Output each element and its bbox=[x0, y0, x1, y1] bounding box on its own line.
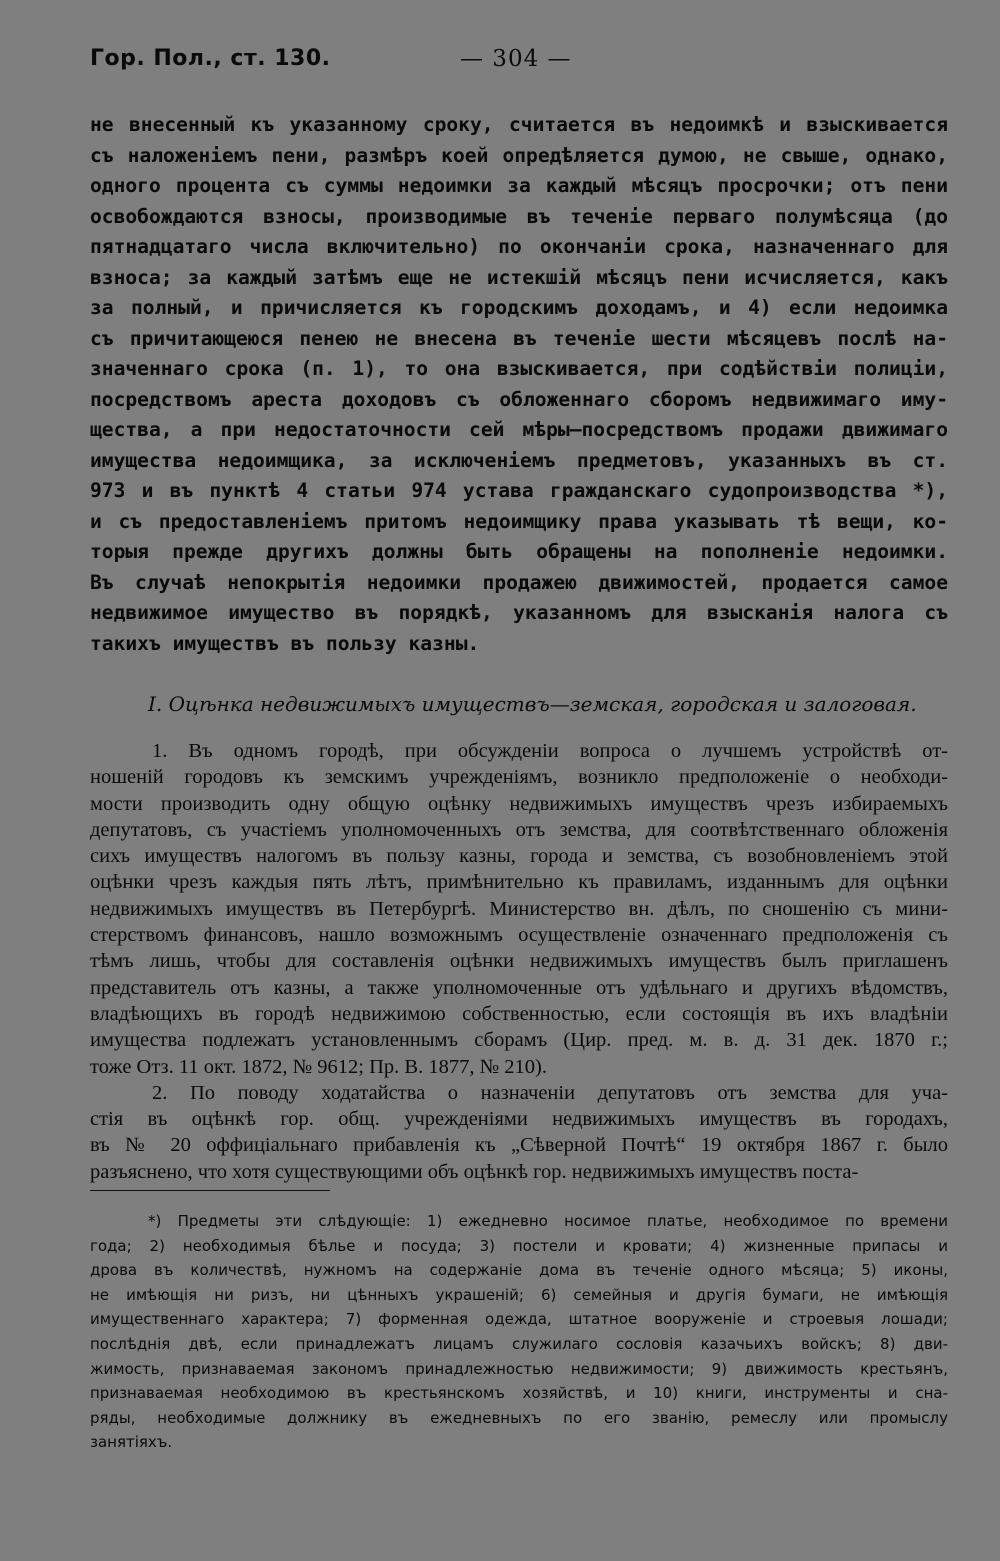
text-line: представитель отъ казны, а также уполномоченные отъ удѣльнаго и другихъ вѣдомствъ, bbox=[90, 976, 948, 999]
section-title: I. Оцѣнка недвижимыхъ имуществъ—земская, городская и залоговая. bbox=[148, 692, 917, 716]
text-line: такихъ имуществъ въ пользу казны. bbox=[90, 631, 480, 655]
text-line: съ причитающеюся пенею не внесена въ теченiе шести мѣсяцевъ послѣ на- bbox=[90, 326, 948, 350]
text-line: сихъ имуществъ налогомъ въ пользу казны, города и земства, съ возобновленiемъ этой bbox=[90, 845, 948, 868]
text-line: разъяснено, что хотя существующими объ оцѣнкѣ гор. недвижимыхъ имуществъ поста- bbox=[90, 1160, 859, 1183]
text-line: одного процента съ суммы недоимки за каждый мѣсяцъ просрочки; отъ пени bbox=[90, 174, 948, 197]
text-line: освобождаются взносы, производимые въ теченiе перваго полумѣсяца (до bbox=[90, 204, 948, 228]
text-line: стерствомъ финансовъ, нашло возможнымъ осуществленiе означеннаго предположенiя съ bbox=[90, 924, 948, 947]
text-line: 1. Въ одномъ городѣ, при обсужденiи вопроса о лучшемъ устройствѣ от- bbox=[152, 740, 948, 762]
text-line: депутатовъ, съ участiемъ уполномоченныхъ отъ земства, для соотвѣтственнаго обложенiя bbox=[90, 818, 948, 841]
text-line: послѣднiя двѣ, если принадлежатъ лицамъ служилаго сословiя казачьихъ войскъ; 8) дви- bbox=[90, 1334, 948, 1353]
text-line: недвижимое имущество въ порядкѣ, указанномъ для взысканiя налога съ bbox=[90, 601, 948, 624]
text-line: 2. По поводу ходатайства о назначенiи депутатовъ отъ земства для уча- bbox=[152, 1081, 948, 1104]
text-line: и съ предоставленiемъ притомъ недоимщику права указывать тѣ вещи, ко- bbox=[90, 509, 948, 533]
text-line: владѣющихъ въ городѣ недвижимою собственностью, если состоящiя въ ихъ владѣнiи bbox=[90, 1002, 948, 1025]
text-line: 973 и въ пунктѣ 4 статьи 974 устава гражданскаго судопроизводства *), bbox=[90, 479, 948, 502]
text-line: ряды, необходимые должнику въ ежедневныхъ по его званiю, ремеслу или промыслу bbox=[90, 1408, 948, 1427]
text-line: дрова въ количествѣ, нужномъ на содержанiе дома въ теченiе одного мѣсяца; 5) иконы, bbox=[90, 1261, 948, 1280]
page-number: — 304 — bbox=[460, 46, 572, 72]
text-line: не имѣющiя ни ризъ, ни цѣнныхъ украшенiй; 6) семейныя и другiя бумаги, не имѣющiя bbox=[90, 1285, 948, 1304]
text-line: мости производить одну общую оцѣнку недвижимыхъ имуществъ чрезъ избираемыхъ bbox=[90, 792, 948, 815]
text-line: тѣмъ лишь, чтобы для составленiя оцѣнки недвижимыхъ имуществъ былъ приглашенъ bbox=[90, 950, 948, 973]
text-line: занятiяхъ. bbox=[90, 1433, 173, 1452]
text-line: года; 2) необходимыя бѣлье и посуда; 3) постели и кровати; 4) жизненные припасы и bbox=[90, 1236, 948, 1255]
text-line: ношенiй городовъ къ земскимъ учрежденiямъ, возникло предположенiе о необходи- bbox=[90, 766, 948, 789]
page-header bbox=[90, 42, 945, 82]
text-line: имущества подлежатъ установленнымъ сборамъ (Цир. пред. м. в. д. 31 дек. 1870 г.; bbox=[90, 1029, 948, 1052]
text-line: въ № 20 оффицiальнаго прибавленiя къ „Сѣверной Почтѣ“ 19 октября 1867 г. было bbox=[90, 1134, 948, 1157]
text-line: стiя въ оцѣнкѣ гор. общ. учрежденiями недвижимыхъ имуществъ въ городахъ, bbox=[90, 1108, 948, 1131]
footnote-divider bbox=[90, 1190, 330, 1191]
running-head: Гор. Пол., ст. 130. bbox=[90, 46, 331, 71]
text-line: взноса; за каждый затѣмъ еще не истекшiй мѣсяцъ пени исчисляется, какъ bbox=[90, 265, 948, 289]
text-line: признаваемая необходимою въ крестьянскомъ хозяйствѣ, и 10) книги, инструменты и сна- bbox=[90, 1384, 948, 1403]
text-line: имущества недоимщика, за исключенiемъ предметовъ, указанныхъ въ ст. bbox=[90, 448, 948, 472]
text-line: за полный, и причисляется къ городскимъ доходамъ, и 4) если недоимка bbox=[90, 296, 948, 319]
text-line: недвижимыхъ имуществъ въ Петербургѣ. Министерство вн. дѣлъ, по сношенiю съ мини- bbox=[90, 897, 948, 920]
text-line: не внесенный къ указанному сроку, считается въ недоимкѣ и взыскивается bbox=[90, 113, 948, 136]
text-line: торыя прежде другихъ должны быть обращены на пополненiе недоимки. bbox=[90, 540, 948, 563]
text-line: *) Предметы эти слѣдующiе: 1) ежедневно носимое платье, необходимое по времени bbox=[148, 1212, 948, 1230]
text-line: пятнадцатаго числа включительно) по окончанiи срока, назначеннаго для bbox=[90, 235, 948, 258]
text-line: значеннаго срока (п. 1), то она взыскивается, при содѣйствiи полицiи, bbox=[90, 357, 948, 380]
text-line: жимость, признаваемая закономъ принадлежностью недвижимости; 9) движимость крестьянъ, bbox=[90, 1359, 948, 1378]
text-line: щества, а при недостаточности сей мѣры—посредствомъ продажи движимаго bbox=[90, 418, 948, 441]
text-line: съ наложенiемъ пени, размѣръ коей опредѣляется думою, не свыше, однако, bbox=[90, 143, 948, 167]
footnote bbox=[90, 1209, 948, 1455]
main-text bbox=[90, 110, 948, 659]
text-line: посредствомъ ареста доходовъ съ обложеннаго сборомъ недвижимаго иму- bbox=[90, 387, 948, 411]
text-line: имущественнаго характера; 7) форменная одежда, штатное вооруженiе и строевыя лошади; bbox=[90, 1310, 948, 1329]
commentary-text bbox=[90, 738, 948, 1185]
text-line: Въ случаѣ непокрытiя недоимки продажею движимостей, продается самое bbox=[90, 570, 948, 594]
text-line: тоже Отз. 11 окт. 1872, № 9612; Пр. В. 1877, № 210). bbox=[90, 1055, 547, 1078]
text-line: оцѣнки чрезъ каждыя пять лѣтъ, примѣнительно къ правиламъ, изданнымъ для оцѣнки bbox=[90, 871, 948, 894]
